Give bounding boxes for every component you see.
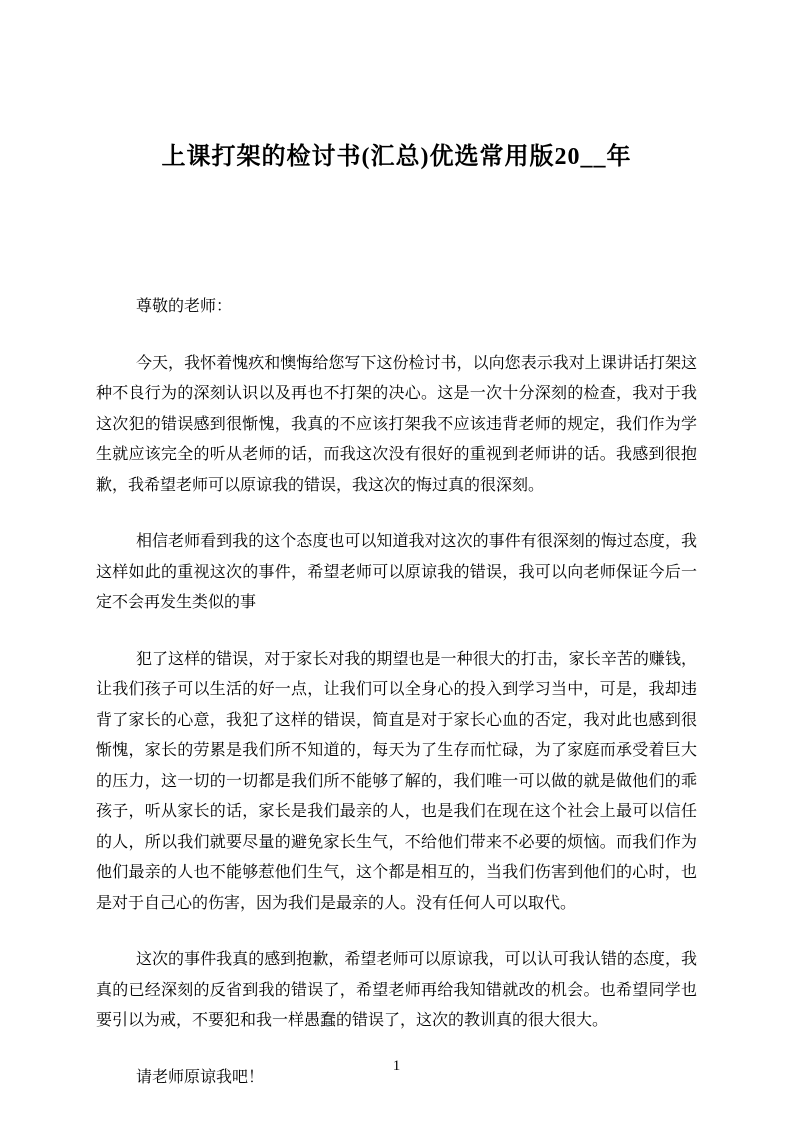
- closing-line: 请老师原谅我吧！: [136, 1068, 265, 1086]
- paragraph-parents: 犯了这样的错误，对于家长对我的期望也是一种很大的打击，家长辛苦的赚钱，让我们孩子可以生活的好一点，让我们可以全身心的投入到学习当中，可是，我却违背了家长的心意，我犯了这样的错误，简直是对于家长心血的否定，我对此也感到很惭愧，家长的劳累是我们所不知道的，每天为了生存而忙碌，为了家庭而承受着巨大的压力，这一切的一切都是我们所不能够了解的，我们唯一可以做的就是做他们的乖孩子，听从家长的话，家长是我们最亲的人，也是我们在现在这个社会上最可以信任的人，所以我们就要尽量的避免家长生气，不给他们带来不必要的烦恼。而我们作为他们最亲的人也不能够惹他们生气，这个都是相互的，当我们伤害到他们的心时，也是对于自己心的伤害，因为我们是最亲的人。没有任何人可以取代。: [96, 650, 697, 912]
- paragraph-lesson: 这次的事件我真的感到抱歉，希望老师可以原谅我，可以认可我认错的态度，我真的已经深刻的反省到我的错误了，希望老师再给我知错就改的机会。也希望同学也要引以为戒，不要犯和我一样愚蠢的错误了，这次的教训真的很大很大。: [96, 951, 697, 1029]
- paragraph-apology-intro: 今天，我怀着愧疚和懊悔给您写下这份检讨书，以向您表示我对上课讲话打架这种不良行为的深刻认识以及再也不打架的决心。这是一次十分深刻的检查，我对于我这次犯的错误感到很惭愧，我真的不应该打架我不应该违背老师的规定，我们作为学生就应该完全的听从老师的话，而我这次没有很好的重视到老师讲的话。我感到很抱歉，我希望老师可以原谅我的错误，我这次的悔过真的很深刻。: [96, 354, 697, 494]
- document-title: 上课打架的检讨书(汇总)优选常用版20__年: [161, 144, 632, 170]
- page-number: 1: [392, 1058, 401, 1074]
- document-body: [96, 292, 697, 1093]
- paragraph-attitude: 相信老师看到我的这个态度也可以知道我对这次的事件有很深刻的悔过态度，我这样如此的重视这次的事件，希望老师可以原谅我的错误，我可以向老师保证今后一定不会再发生类似的事: [96, 533, 697, 611]
- document-content: [0, 140, 793, 1093]
- salutation: 尊敬的老师：: [136, 298, 233, 315]
